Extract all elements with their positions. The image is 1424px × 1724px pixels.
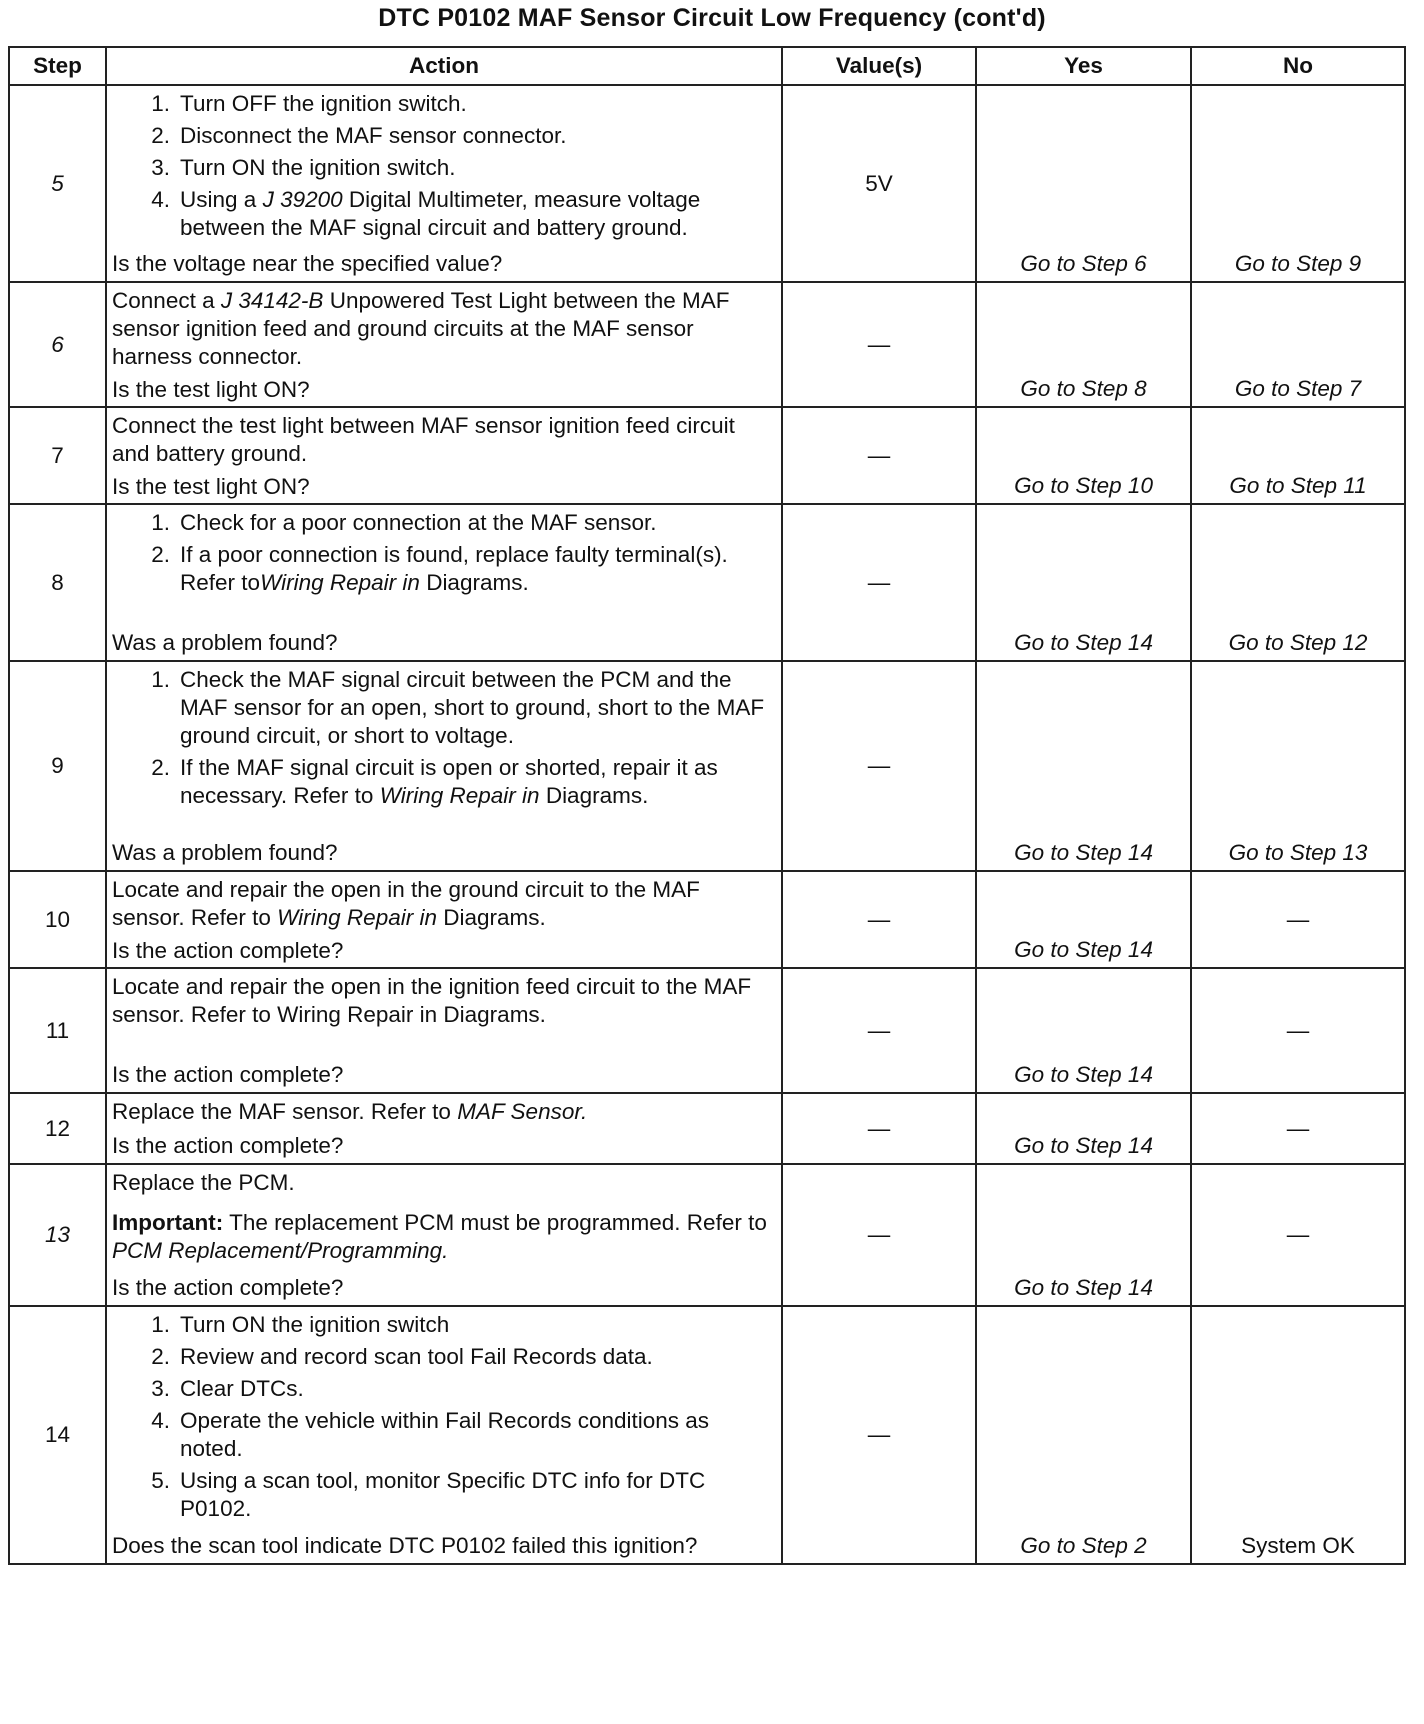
text-run: Diagrams. [436, 905, 546, 930]
question-text: Is the test light ON? [112, 474, 310, 499]
table-row [9, 85, 1405, 282]
text-run: Replace the PCM. [112, 1170, 295, 1195]
yes-cell [976, 661, 1191, 871]
goto-step-link[interactable]: Go to Step 14 [1014, 1062, 1153, 1087]
question-text: Is the action complete? [112, 938, 344, 963]
procedure-list [112, 666, 775, 814]
goto-step-link[interactable]: Go to Step 6 [1020, 251, 1147, 276]
no-cell [1191, 871, 1405, 968]
header-values: Value(s) [782, 47, 976, 85]
text-run: Digital Multimeter, measure voltage between the MAF signal circuit and battery ground. [180, 187, 701, 240]
text-run: Turn OFF the ignition switch. [180, 91, 467, 116]
goto-step-link[interactable]: Go to Step 14 [1014, 937, 1153, 962]
procedure-list [112, 509, 775, 601]
italic-reference: PCM Replacement/Programming. [112, 1238, 449, 1263]
action-cell [106, 85, 782, 282]
item-number: 1. [151, 510, 171, 535]
item-number: 4. [151, 1408, 171, 1433]
no-result: — [1286, 1017, 1310, 1043]
value-cell: — [782, 282, 976, 407]
value-cell: — [782, 661, 976, 871]
question-text: Does the scan tool indicate DTC P0102 failed this ignition? [112, 1533, 698, 1558]
procedure-item [112, 1343, 775, 1371]
no-cell [1191, 1306, 1405, 1564]
question-text: Is the action complete? [112, 1062, 344, 1087]
action-paragraph [112, 412, 775, 468]
goto-step-link[interactable]: Go to Step 2 [1020, 1533, 1147, 1558]
yes-cell [976, 968, 1191, 1093]
procedure-item [112, 754, 775, 810]
action-cell [106, 1093, 782, 1164]
action-paragraph [112, 1209, 775, 1265]
action-cell [106, 1306, 782, 1564]
procedure-item [112, 541, 775, 597]
item-text [180, 754, 775, 810]
document-title: DTC P0102 MAF Sensor Circuit Low Frequency (cont'd) [378, 4, 1046, 32]
diagnostic-table [8, 46, 1406, 1565]
table-row [9, 1093, 1405, 1164]
question-text: Is the action complete? [112, 1133, 344, 1158]
procedure-item [112, 666, 775, 750]
text-run: Turn ON the ignition switch. [180, 155, 456, 180]
action-content [112, 1169, 775, 1303]
text-run: Turn ON the ignition switch [180, 1312, 450, 1337]
action-content [112, 509, 775, 658]
procedure-list [112, 1311, 775, 1527]
item-number: 2. [151, 755, 171, 780]
goto-step-link[interactable]: Go to Step 9 [1234, 251, 1362, 276]
header-row [9, 47, 1405, 85]
text-run: Replace the MAF sensor. Refer to [112, 1099, 458, 1124]
item-number: 2. [151, 542, 171, 567]
procedure-item [112, 122, 775, 150]
no-cell [1191, 504, 1405, 661]
item-text [180, 154, 775, 182]
table-row [9, 504, 1405, 661]
text-run: Review and record scan tool Fail Records data. [180, 1344, 653, 1369]
procedure-item [112, 186, 775, 242]
table-row [9, 968, 1405, 1093]
step-number: 11 [9, 968, 106, 1093]
text-run: Using a scan tool, monitor Specific DTC info for DTC P0102. [180, 1468, 706, 1521]
procedure-item [112, 1375, 775, 1403]
item-number: 1. [151, 91, 171, 116]
italic-reference: MAF Sensor. [457, 1099, 588, 1124]
item-number: 3. [151, 1376, 171, 1401]
question-text: Was a problem found? [112, 630, 338, 655]
action-content [112, 1098, 775, 1161]
table-row [9, 871, 1405, 968]
question-text: Was a problem found? [112, 840, 338, 865]
item-text [180, 666, 775, 750]
value-cell: — [782, 504, 976, 661]
no-cell [1191, 1164, 1405, 1306]
table-row [9, 282, 1405, 407]
procedure-item [112, 1311, 775, 1339]
header-yes: Yes [976, 47, 1191, 85]
step-number: 12 [9, 1093, 106, 1164]
item-text [180, 1407, 775, 1463]
no-cell [1191, 661, 1405, 871]
item-number: 2. [151, 123, 171, 148]
text-run: Connect a [112, 288, 221, 313]
text-run: Using a [180, 187, 263, 212]
text-run: If a poor connection is found, replace faulty terminal(s). Refer to [180, 542, 728, 595]
goto-step-link[interactable]: Go to Step 12 [1228, 630, 1368, 655]
goto-step-link[interactable]: Go to Step 11 [1229, 473, 1367, 498]
italic-reference: Wiring Repair in [379, 783, 540, 808]
text-run: Diagrams. [539, 783, 649, 808]
text-run: Clear DTCs. [180, 1376, 304, 1401]
yes-cell [976, 407, 1191, 504]
text-run: Unpowered Test Light between the MAF sensor ignition feed and ground circuits at the MAF sensor harness connector. [112, 288, 730, 369]
text-run: Locate and repair the open in the ground circuit to the MAF sensor. Refer to [112, 877, 700, 930]
text-run: Operate the vehicle within Fail Records conditions as noted. [180, 1408, 710, 1461]
value-cell: — [782, 407, 976, 504]
item-number: 5. [151, 1468, 171, 1493]
yes-cell [976, 1164, 1191, 1306]
text-run: If the MAF signal circuit is open or shorted, repair it as necessary. Refer to [180, 755, 718, 808]
italic-reference: Wiring Repair in [277, 905, 437, 930]
step-number: 8 [9, 504, 106, 661]
action-paragraph [112, 1169, 775, 1197]
action-paragraph [112, 876, 775, 932]
item-text [180, 509, 775, 537]
action-cell [106, 871, 782, 968]
header-step: Step [9, 47, 106, 85]
item-number: 1. [151, 1312, 171, 1337]
no-cell [1191, 282, 1405, 407]
text-run: Check the MAF signal circuit between the PCM and the MAF sensor for an open, short to ground, short to the MAF ground circuit, or short to voltage. [180, 667, 765, 748]
step-number: 14 [9, 1306, 106, 1564]
action-content [112, 876, 775, 965]
item-text [180, 1467, 775, 1523]
item-number: 1. [151, 667, 171, 692]
text-run: The replacement PCM must be programmed. Refer to [223, 1210, 767, 1235]
question-text: Is the test light ON? [112, 377, 310, 402]
no-result: System OK [1241, 1533, 1355, 1558]
goto-step-link[interactable]: Go to Step 14 [1014, 630, 1153, 655]
item-number: 2. [151, 1344, 171, 1369]
item-text [180, 1311, 775, 1339]
no-cell [1191, 85, 1405, 282]
header-no: No [1191, 47, 1405, 85]
step-number: 10 [9, 871, 106, 968]
action-paragraph [112, 973, 775, 1029]
no-result: — [1286, 1115, 1310, 1141]
action-cell [106, 968, 782, 1093]
item-text [180, 122, 775, 150]
procedure-item [112, 1407, 775, 1463]
action-cell [106, 407, 782, 504]
yes-cell [976, 1093, 1191, 1164]
text-run: Diagrams. [419, 570, 529, 595]
action-paragraph [112, 1098, 775, 1126]
no-cell [1191, 1093, 1405, 1164]
yes-cell [976, 504, 1191, 661]
value-cell: — [782, 1164, 976, 1306]
text-run: Disconnect the MAF sensor connector. [180, 123, 567, 148]
goto-step-link[interactable]: Go to Step 13 [1228, 840, 1368, 865]
item-number: 4. [151, 187, 171, 212]
goto-step-link[interactable]: Go to Step 14 [1014, 840, 1153, 865]
bold-label: Important: [112, 1210, 224, 1235]
step-number: 5 [9, 85, 106, 282]
action-paragraph [112, 287, 775, 371]
procedure-item [112, 1467, 775, 1523]
item-text [180, 90, 775, 118]
item-text [180, 1343, 775, 1371]
text-run: Connect the test light between MAF sensor ignition feed circuit and battery ground. [112, 413, 735, 466]
item-number: 3. [151, 155, 171, 180]
question-text: Is the voltage near the specified value? [112, 251, 503, 276]
step-number: 9 [9, 661, 106, 871]
action-content [112, 1311, 775, 1561]
action-cell [106, 661, 782, 871]
action-content [112, 973, 775, 1090]
item-text [180, 541, 775, 597]
goto-step-link[interactable]: Go to Step 8 [1020, 376, 1147, 401]
procedure-list [112, 90, 775, 246]
table-row [9, 1306, 1405, 1564]
action-cell [106, 282, 782, 407]
goto-step-link[interactable]: Go to Step 14 [1014, 1275, 1153, 1300]
text-run: Check for a poor connection at the MAF sensor. [180, 510, 657, 535]
value-cell: — [782, 871, 976, 968]
step-number: 13 [9, 1164, 106, 1306]
step-number: 7 [9, 407, 106, 504]
goto-step-link[interactable]: Go to Step 7 [1234, 376, 1362, 401]
value-cell: 5V [782, 85, 976, 282]
action-cell [106, 1164, 782, 1306]
italic-reference: Wiring Repair in [260, 570, 420, 595]
value-cell: — [782, 1093, 976, 1164]
value-cell: — [782, 968, 976, 1093]
no-result: — [1286, 906, 1310, 932]
text-run: Locate and repair the open in the ignition feed circuit to the MAF sensor. Refer to Wiring Repair in Diagrams. [112, 974, 752, 1027]
no-cell [1191, 407, 1405, 504]
procedure-item [112, 154, 775, 182]
procedure-item [112, 509, 775, 537]
question-text: Is the action complete? [112, 1275, 344, 1300]
procedure-item [112, 90, 775, 118]
header-action: Action [106, 47, 782, 85]
action-cell [106, 504, 782, 661]
action-content [112, 287, 775, 404]
italic-reference: J 39200 [262, 187, 343, 212]
step-number: 6 [9, 282, 106, 407]
italic-reference: J 34142-B [220, 288, 324, 313]
item-text [180, 186, 775, 242]
table-row [9, 407, 1405, 504]
no-result: — [1286, 1222, 1310, 1247]
yes-cell [976, 85, 1191, 282]
value-cell: — [782, 1306, 976, 1564]
goto-step-link[interactable]: Go to Step 10 [1014, 473, 1153, 498]
yes-cell [976, 871, 1191, 968]
item-text [180, 1375, 775, 1403]
no-cell [1191, 968, 1405, 1093]
action-content [112, 412, 775, 501]
table-row [9, 1164, 1405, 1306]
yes-cell [976, 1306, 1191, 1564]
table-body [9, 85, 1405, 1564]
yes-cell [976, 282, 1191, 407]
table-row [9, 661, 1405, 871]
action-content [112, 666, 775, 868]
action-content [112, 90, 775, 279]
goto-step-link[interactable]: Go to Step 14 [1014, 1133, 1153, 1158]
